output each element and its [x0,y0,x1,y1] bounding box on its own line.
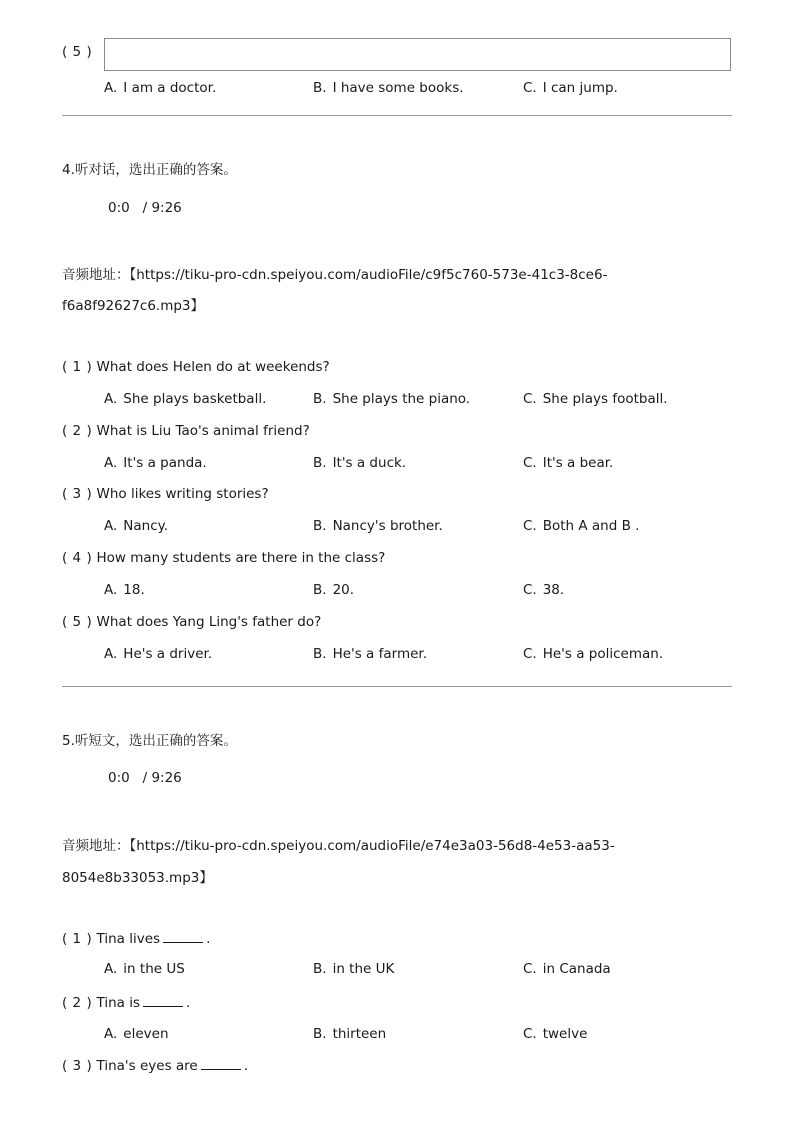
option-c[interactable] [523,455,613,471]
option-letter: C. [523,391,537,407]
option-b[interactable] [313,1026,386,1042]
option-letter: B. [313,961,327,977]
option-text: I am a doctor. [123,80,217,96]
option-letter: A. [104,391,118,407]
option-text: in the UK [332,961,395,977]
option-text: He's a driver. [123,646,213,662]
option-a[interactable] [104,646,212,662]
audio-url-line[interactable]: 音频地址：【https://tiku-pro-cdn.speiyou.com/audioFile/e74e3a03-56d8-4e53-aa53- [62,838,615,854]
option-letter: B. [313,80,327,96]
question-text: Tina's eyes are [96,1058,198,1074]
option-letter: B. [313,391,327,407]
question-number: ( 3 ) [62,1058,93,1074]
question-text: What is Liu Tao's animal friend? [96,423,310,439]
option-text: Nancy. [123,518,169,534]
option-c[interactable] [523,961,611,977]
question [62,486,269,502]
audio-url-line[interactable]: f6a8f92627c6.mp3】 [62,298,205,314]
answer-input-box[interactable] [104,38,731,71]
option-text: eleven [123,1026,169,1042]
option-b[interactable] [313,582,354,598]
option-text: He's a policeman. [542,646,664,662]
option-b[interactable] [313,518,443,534]
section-heading: 4.听对话，选出正确的答案。 [62,162,237,178]
audio-player[interactable] [108,200,182,216]
option-letter: B. [313,455,327,471]
question [62,930,210,947]
option-a[interactable] [104,582,145,598]
question-number: ( 1 ) [62,359,93,375]
answer-blank [143,994,183,1007]
question [62,359,330,375]
option-a[interactable] [104,455,207,471]
option-text: Nancy's brother. [332,518,443,534]
question-text: What does Helen do at weekends? [96,359,330,375]
question-text: Tina is [96,995,141,1011]
section-divider [62,686,732,687]
option-text: She plays basketball. [123,391,267,407]
option-b[interactable] [313,391,470,407]
option-letter: C. [523,961,537,977]
option-letter: C. [523,1026,537,1042]
audio-total-time: / 9:26 [142,770,182,786]
option-text: in Canada [542,961,611,977]
option-c[interactable] [523,391,668,407]
option-text: It's a bear. [542,455,614,471]
option-b[interactable] [313,455,406,471]
section-heading: 5.听短文，选出正确的答案。 [62,733,237,749]
answer-blank [201,1057,241,1070]
option-letter: C. [523,80,537,96]
option-letter: B. [313,582,327,598]
question-number: ( 2 ) [62,995,93,1011]
question-text-end: . [243,1058,249,1074]
question-text-end: . [206,931,211,947]
option-letter: A. [104,518,118,534]
option-text: She plays football. [542,391,668,407]
audio-url-line[interactable]: 8054e8b33053.mp3】 [62,870,213,886]
option-a[interactable] [104,391,266,407]
question-number: ( 3 ) [62,486,93,502]
option-letter: A. [104,646,118,662]
option-c[interactable] [523,582,564,598]
option-letter: A. [104,582,118,598]
question-text: Tina lives [96,931,161,947]
section-divider [62,115,732,116]
audio-player[interactable] [108,770,182,786]
question-number: ( 2 ) [62,423,93,439]
option-letter: A. [104,455,118,471]
audio-total-time: / 9:26 [142,200,182,216]
audio-current-time: 0:0 [108,770,130,786]
option-text: She plays the piano. [332,391,471,407]
option-c[interactable] [523,518,639,534]
option-letter: B. [313,518,327,534]
question-text: Who likes writing stories? [96,486,269,502]
option-c[interactable] [523,1026,587,1042]
option-text: in the US [123,961,185,977]
question-text-end: . [186,995,191,1011]
option-text: twelve [542,1026,588,1042]
question [62,423,310,439]
audio-current-time: 0:0 [108,200,130,216]
option-letter: C. [523,455,537,471]
question [62,1057,248,1074]
option-letter: C. [523,582,537,598]
answer-blank [163,930,203,943]
option-a[interactable] [104,518,168,534]
question-number: ( 5 ) [62,614,93,630]
option-letter: B. [313,1026,327,1042]
option-text: It's a panda. [123,455,207,471]
option-letter: C. [523,518,537,534]
question [62,994,190,1011]
question-number: ( 1 ) [62,931,93,947]
audio-url-line[interactable]: 音频地址：【https://tiku-pro-cdn.speiyou.com/audioFile/c9f5c760-573e-41c3-8ce6- [62,267,608,283]
question-number: ( 4 ) [62,550,93,566]
question [62,614,321,630]
question-text: What does Yang Ling's father do? [96,614,322,630]
option-b[interactable] [313,961,394,977]
option-text: I can jump. [542,80,618,96]
option-a[interactable] [104,1026,169,1042]
option-text: Both A and B . [542,518,640,534]
option-text: thirteen [332,1026,387,1042]
option-text: I have some books. [332,80,464,96]
question-text: How many students are there in the class? [96,550,386,566]
option-c[interactable] [523,80,618,96]
option-text: 20. [332,582,355,598]
option-letter: C. [523,646,537,662]
option-letter: A. [104,1026,118,1042]
option-letter: A. [104,80,118,96]
option-text: 18. [123,582,145,598]
option-letter: B. [313,646,327,662]
option-a[interactable] [104,80,216,96]
option-a[interactable] [104,961,185,977]
option-b[interactable] [313,80,464,96]
option-c[interactable] [523,646,663,662]
option-letter: A. [104,961,118,977]
question [62,550,385,566]
question-number: ( 5 ) [62,44,93,60]
option-b[interactable] [313,646,427,662]
option-text: 38. [542,582,565,598]
option-text: He's a farmer. [332,646,428,662]
option-text: It's a duck. [332,455,407,471]
